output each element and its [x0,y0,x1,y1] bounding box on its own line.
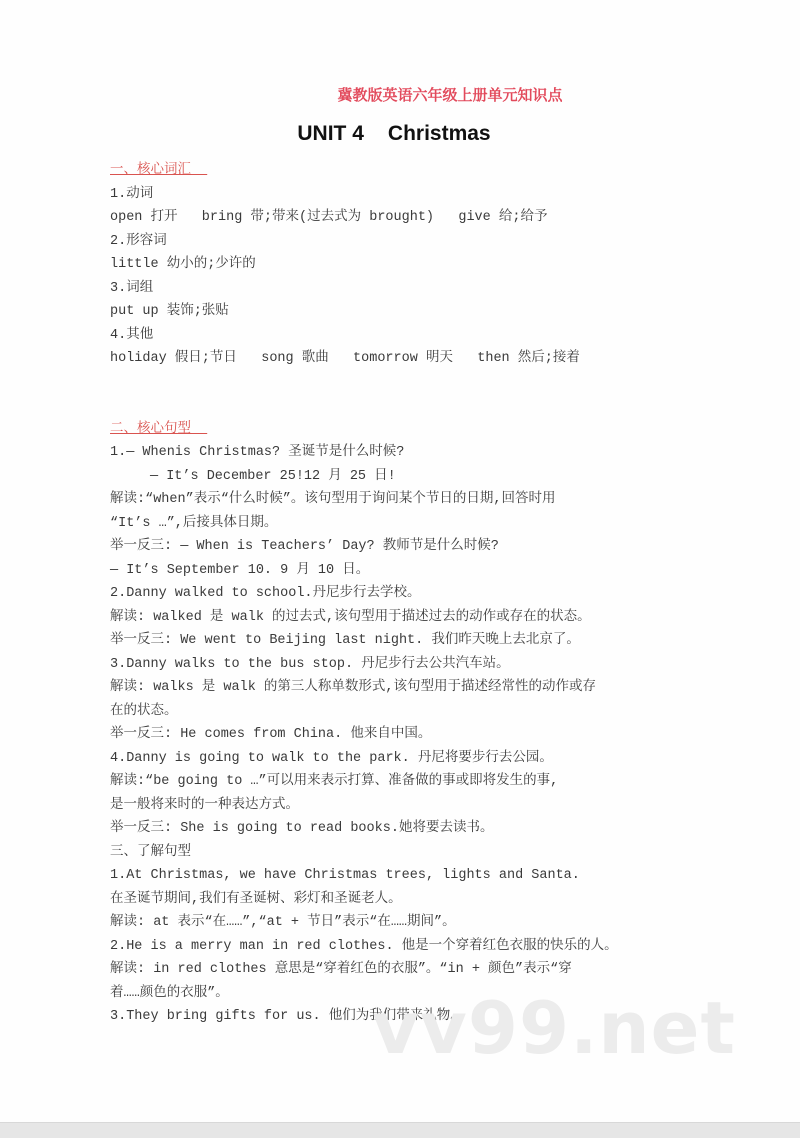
text-line [110,206,710,230]
line-text: 2.Danny walked to school.丹尼步行去学校。 [110,586,421,601]
line-text: 着……颜色的衣服”。 [110,985,229,1001]
text-line [110,253,710,277]
line-text: 在的状态。 [110,703,178,719]
text-line [110,723,710,747]
line-text: 举一反三: She is going to read books.她将要去读书。 [110,821,494,836]
text-line [110,582,710,606]
text-line [110,770,710,794]
line-text: 举一反三: We went to Beijing last night. 我们昨天晚上去北京了。 [110,633,580,648]
line-text: 3.They bring gifts for us. 他们为我们带来礼物。 [110,1009,464,1024]
text-line [110,817,710,841]
line-text: 4.Danny is going to walk to the park. 丹尼将要步行去公园。 [110,750,553,766]
watermark: vv99.net [372,986,736,1070]
text-line [110,864,710,888]
page-bottom-edge [0,1122,800,1138]
line-text: 解读: walks 是 walk 的第三人称单数形式,该句型用于描述经常性的动作或存 [110,680,597,695]
line-text: open 打开 bring 带;带来(过去式为 brought) give 给;给予 [110,210,548,225]
unit-number: UNIT 4 [297,122,364,145]
text-line [110,841,710,865]
section-heading [110,159,710,183]
line-text: — It’s September 10. 9 月 10 日。 [110,562,370,578]
line-text: 在圣诞节期间,我们有圣诞树、彩灯和圣诞老人。 [110,891,402,907]
line-text: 举一反三: — When is Teachers’ Day? 教师节是什么时候? [110,539,499,554]
unit-name: Christmas [387,122,491,145]
line-text: 1.— Whenis Christmas? 圣诞节是什么时候? [110,445,405,460]
document-title: 冀教版英语六年级上册单元知识点 [337,86,563,104]
line-text: put up 装饰;张贴 [110,304,229,319]
text-line [110,653,710,677]
text-line [110,747,710,771]
text-line [110,935,710,959]
text-line [110,888,710,912]
text-line [110,676,710,700]
text-line [110,535,710,559]
line-text: 4.其他 [110,327,154,343]
text-line [110,230,710,254]
text-line [110,911,710,935]
line-text: 三、了解句型 [110,844,191,860]
line-text: 1.动词 [110,186,154,202]
line-text: 1.At Christmas, we have Christmas trees, lights and Santa. [110,868,580,883]
line-text: 解读: walked 是 walk 的过去式,该句型用于描述过去的动作或存在的状态。 [110,609,591,625]
text-line [110,465,710,489]
text-line [110,794,710,818]
line-text: “It’s …”,后接具体日期。 [110,515,278,531]
line-text: 二、核心句型 [110,421,191,437]
text-line [110,629,710,653]
text-line [110,183,710,207]
line-text: 3.词组 [110,280,154,296]
text-line [110,300,710,324]
text-line [110,512,710,536]
line-text: 解读: at 表示“在……”,“at + 节日”表示“在……期间”。 [110,915,456,930]
line-text: 解读:“be going to …”可以用来表示打算、准备做的事或即将发生的事, [110,774,559,789]
line-text: little 幼小的;少许的 [110,257,256,272]
text-line [110,488,710,512]
line-text: 举一反三: He comes from China. 他来自中国。 [110,727,432,742]
line-text: 一、核心词汇 [110,163,191,178]
text-line [110,700,710,724]
line-text: — It’s December 25!12 月 25 日! [150,468,396,484]
line-text: 解读: in red clothes 意思是“穿着红色的衣服”。“in + 颜色”表示“穿 [110,962,572,977]
line-text: 是一般将来时的一种表达方式。 [110,797,299,813]
text-line [110,559,710,583]
section-heading [110,418,710,442]
blank-line [110,371,710,395]
line-text: 3.Danny walks to the bus stop. 丹尼步行去公共汽车站。 [110,656,510,672]
unit-heading [0,122,794,146]
blank-line [110,394,710,418]
document-body [110,159,710,1029]
text-line [110,958,710,982]
text-line [110,324,710,348]
line-text: 2.形容词 [110,233,167,249]
text-line [110,277,710,301]
text-line [110,441,710,465]
line-text: 解读:“when”表示“什么时候”。该句型用于询问某个节日的日期,回答时用 [110,492,556,507]
text-line [110,606,710,630]
line-text: holiday 假日;节日 song 歌曲 tomorrow 明天 then 然后;接着 [110,351,580,366]
line-text: 2.He is a merry man in red clothes. 他是一个穿着红色衣服的快乐的人。 [110,938,618,954]
text-line [110,347,710,371]
